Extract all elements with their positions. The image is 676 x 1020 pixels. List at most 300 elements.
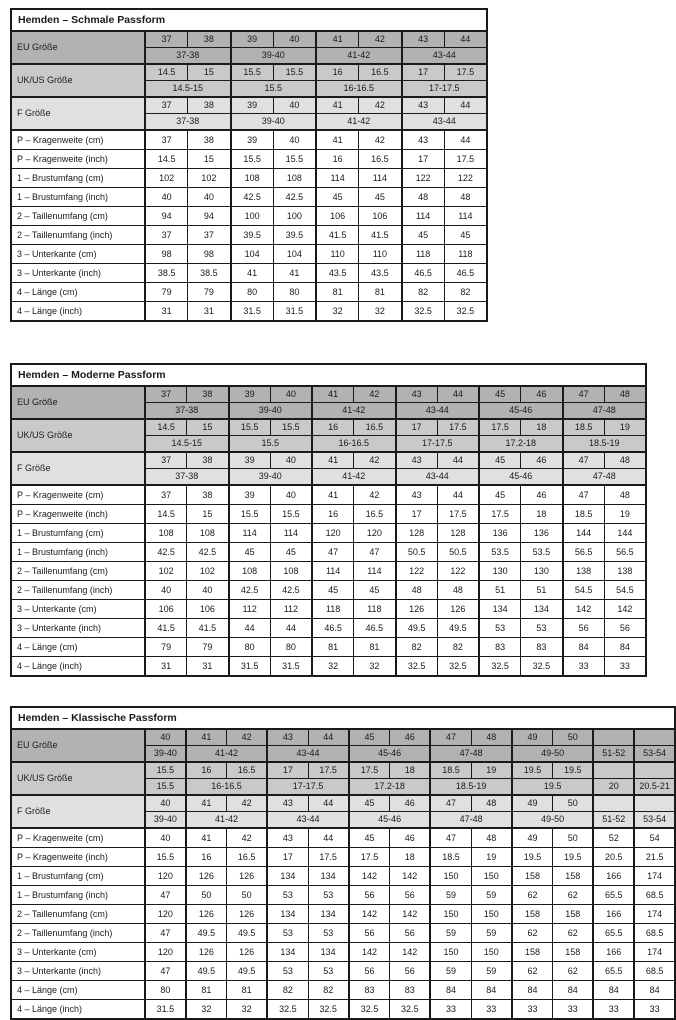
value-cell: 56 — [390, 924, 431, 943]
value-cell: 142 — [349, 943, 390, 962]
value-cell: 42 — [227, 828, 268, 848]
size-cell: 42 — [354, 386, 396, 403]
row-label-cell: 3 – Unterkante (cm) — [11, 600, 145, 619]
value-cell: 102 — [145, 169, 188, 188]
value-cell: 81 — [312, 638, 354, 657]
value-cell: 102 — [188, 169, 231, 188]
value-cell: 62 — [553, 886, 594, 905]
size-range-cell: 15.5 — [229, 436, 313, 453]
size-cell: 17.5 — [479, 419, 521, 436]
row-label-cell: 2 – Taillenumfang (cm) — [11, 207, 145, 226]
value-cell: 84 — [512, 981, 553, 1000]
value-cell: 47 — [563, 485, 605, 505]
size-cell: 47 — [563, 452, 605, 469]
value-cell: 53 — [267, 962, 308, 981]
size-range-cell: 43-44 — [267, 812, 349, 829]
size-cell: 37 — [145, 386, 187, 403]
size-range-cell: 41-42 — [186, 812, 268, 829]
value-cell: 142 — [390, 943, 431, 962]
row-label-cell: 4 – Länge (cm) — [11, 638, 145, 657]
value-cell: 81 — [354, 638, 396, 657]
row-label-cell: 1 – Brustumfang (inch) — [11, 188, 145, 207]
size-cell: 16.5 — [354, 419, 396, 436]
value-cell: 43.5 — [316, 264, 359, 283]
row-label-cell: P – Kragenweite (cm) — [11, 828, 145, 848]
size-cell: 15.5 — [270, 419, 312, 436]
value-cell: 106 — [316, 207, 359, 226]
size-cell: 39 — [231, 31, 274, 48]
value-cell: 59 — [471, 924, 512, 943]
value-cell: 32.5 — [267, 1000, 308, 1020]
value-cell: 41 — [273, 264, 316, 283]
size-cell: 43 — [267, 795, 308, 812]
value-cell: 48 — [396, 581, 438, 600]
value-cell: 37 — [145, 485, 187, 505]
value-cell: 128 — [396, 524, 438, 543]
size-range-cell: 45-46 — [479, 469, 563, 486]
size-cell: 41 — [316, 97, 359, 114]
value-cell: 158 — [553, 943, 594, 962]
value-cell: 19 — [604, 505, 646, 524]
size-range-cell: 20 — [593, 779, 634, 796]
value-cell: 41 — [312, 485, 354, 505]
value-cell: 108 — [145, 524, 187, 543]
value-cell: 158 — [512, 943, 553, 962]
value-cell: 17.5 — [308, 848, 349, 867]
value-cell: 62 — [553, 962, 594, 981]
value-cell: 59 — [430, 886, 471, 905]
value-cell: 51 — [479, 581, 521, 600]
size-cell: 14.5 — [145, 419, 187, 436]
value-cell: 48 — [604, 485, 646, 505]
value-cell: 106 — [359, 207, 402, 226]
value-cell: 37 — [145, 130, 188, 150]
size-cell: 14.5 — [145, 64, 188, 81]
value-cell: 79 — [145, 283, 188, 302]
value-cell: 32.5 — [396, 657, 438, 677]
value-cell: 40 — [188, 188, 231, 207]
value-cell: 31 — [188, 302, 231, 322]
value-cell: 102 — [145, 562, 187, 581]
size-cell: 43 — [396, 452, 438, 469]
row-label-cell: P – Kragenweite (cm) — [11, 130, 145, 150]
value-cell: 158 — [553, 867, 594, 886]
row-label-cell: 1 – Brustumfang (cm) — [11, 524, 145, 543]
value-cell: 53 — [267, 886, 308, 905]
value-cell: 47 — [354, 543, 396, 562]
size-cell: 37 — [145, 97, 188, 114]
size-range-cell: 43-44 — [267, 746, 349, 763]
size-cell: 42 — [227, 795, 268, 812]
value-cell: 130 — [479, 562, 521, 581]
value-cell: 52 — [593, 828, 634, 848]
row-label-cell: 4 – Länge (inch) — [11, 1000, 145, 1020]
value-cell: 54.5 — [604, 581, 646, 600]
value-cell: 45 — [270, 543, 312, 562]
value-cell: 120 — [354, 524, 396, 543]
header-label-cell: F Größe — [11, 795, 145, 828]
table-moderne-passform — [10, 363, 676, 677]
value-cell: 84 — [553, 981, 594, 1000]
value-cell: 49.5 — [396, 619, 438, 638]
value-cell: 114 — [359, 169, 402, 188]
value-cell: 49.5 — [437, 619, 479, 638]
value-cell: 80 — [273, 283, 316, 302]
size-range-cell: 41-42 — [312, 403, 396, 420]
size-range-cell: 39-40 — [231, 114, 317, 131]
value-cell: 142 — [349, 867, 390, 886]
value-cell: 39 — [229, 485, 271, 505]
value-cell: 130 — [521, 562, 563, 581]
row-label-cell: 3 – Unterkante (inch) — [11, 619, 145, 638]
value-cell: 49.5 — [186, 924, 227, 943]
size-range-cell: 37-38 — [145, 403, 229, 420]
value-cell: 47 — [312, 543, 354, 562]
size-cell: 38 — [187, 452, 229, 469]
header-label-cell: UK/US Größe — [11, 419, 145, 452]
row-label-cell: 1 – Brustumfang (inch) — [11, 886, 145, 905]
row-label-cell: 2 – Taillenumfang (inch) — [11, 924, 145, 943]
value-cell: 144 — [563, 524, 605, 543]
size-cell: 41 — [312, 386, 354, 403]
value-cell: 81 — [316, 283, 359, 302]
value-cell: 41.5 — [359, 226, 402, 245]
size-cell: 16.5 — [227, 762, 268, 779]
value-cell: 40 — [273, 130, 316, 150]
size-cell: 17.5 — [437, 419, 479, 436]
value-cell: 44 — [308, 828, 349, 848]
size-cell: 44 — [437, 386, 479, 403]
value-cell: 68.5 — [634, 924, 675, 943]
value-cell: 32.5 — [402, 302, 445, 322]
value-cell: 50 — [553, 828, 594, 848]
row-label-cell: 1 – Brustumfang (inch) — [11, 543, 145, 562]
value-cell: 110 — [316, 245, 359, 264]
size-cell: 39 — [231, 97, 274, 114]
value-cell: 16.5 — [354, 505, 396, 524]
size-cell: 15.5 — [273, 64, 316, 81]
value-cell: 49.5 — [227, 962, 268, 981]
value-cell: 17.5 — [437, 505, 479, 524]
row-label-cell: P – Kragenweite (inch) — [11, 848, 145, 867]
value-cell: 59 — [471, 962, 512, 981]
value-cell: 41.5 — [145, 619, 187, 638]
value-cell: 16 — [312, 505, 354, 524]
size-cell: 17 — [267, 762, 308, 779]
value-cell: 50 — [186, 886, 227, 905]
value-cell: 83 — [479, 638, 521, 657]
size-cell: 15.5 — [231, 64, 274, 81]
value-cell: 19 — [471, 848, 512, 867]
header-label-cell: EU Größe — [11, 31, 145, 64]
value-cell: 94 — [188, 207, 231, 226]
size-cell: 19.5 — [553, 762, 594, 779]
size-cell: 40 — [270, 386, 312, 403]
size-range-cell: 43-44 — [396, 403, 480, 420]
size-range-cell: 41-42 — [186, 746, 268, 763]
value-cell: 138 — [604, 562, 646, 581]
value-cell: 44 — [444, 130, 487, 150]
value-cell: 14.5 — [145, 150, 188, 169]
value-cell: 150 — [430, 943, 471, 962]
value-cell: 33 — [430, 1000, 471, 1020]
value-cell: 100 — [273, 207, 316, 226]
value-cell: 56.5 — [563, 543, 605, 562]
value-cell: 102 — [187, 562, 229, 581]
value-cell: 45 — [402, 226, 445, 245]
value-cell: 42.5 — [231, 188, 274, 207]
row-label-cell: 3 – Unterkante (cm) — [11, 943, 145, 962]
size-cell: 40 — [145, 729, 186, 746]
value-cell: 32.5 — [437, 657, 479, 677]
value-cell: 114 — [312, 562, 354, 581]
size-cell: 44 — [444, 31, 487, 48]
size-cell: 18 — [521, 419, 563, 436]
value-cell: 82 — [396, 638, 438, 657]
row-label-cell: P – Kragenweite (cm) — [11, 485, 145, 505]
value-cell: 40 — [145, 828, 186, 848]
value-cell: 134 — [267, 867, 308, 886]
size-range-cell: 17-17.5 — [396, 436, 480, 453]
value-cell: 114 — [229, 524, 271, 543]
value-cell: 50.5 — [437, 543, 479, 562]
value-cell: 142 — [390, 867, 431, 886]
value-cell: 32.5 — [390, 1000, 431, 1020]
value-cell: 18.5 — [563, 505, 605, 524]
value-cell: 37 — [145, 226, 188, 245]
value-cell: 47 — [145, 962, 186, 981]
size-cell: 18.5 — [563, 419, 605, 436]
value-cell: 48 — [402, 188, 445, 207]
size-cell: 16.5 — [359, 64, 402, 81]
value-cell: 50.5 — [396, 543, 438, 562]
value-cell: 40 — [145, 581, 187, 600]
value-cell: 62 — [512, 924, 553, 943]
value-cell: 112 — [229, 600, 271, 619]
size-cell: 44 — [437, 452, 479, 469]
value-cell: 21.5 — [634, 848, 675, 867]
value-cell: 42.5 — [187, 543, 229, 562]
size-range-cell: 17.2-18 — [349, 779, 431, 796]
size-range-cell: 39-40 — [229, 469, 313, 486]
size-cell: 45 — [479, 386, 521, 403]
table-schmale-passform — [10, 8, 676, 322]
value-cell: 94 — [145, 207, 188, 226]
value-cell: 54 — [634, 828, 675, 848]
value-cell: 80 — [229, 638, 271, 657]
size-cell: 50 — [553, 729, 594, 746]
value-cell: 18 — [521, 505, 563, 524]
size-cell: 47 — [430, 795, 471, 812]
value-cell: 136 — [479, 524, 521, 543]
header-label-cell: UK/US Größe — [11, 762, 145, 795]
table-title: Hemden – Moderne Passform — [11, 364, 646, 386]
row-label-cell: 1 – Brustumfang (cm) — [11, 169, 145, 188]
value-cell: 17 — [396, 505, 438, 524]
size-cell: 17.5 — [349, 762, 390, 779]
size-range-cell: 39-40 — [231, 48, 317, 65]
size-cell: 39 — [229, 452, 271, 469]
size-cell: 46 — [521, 386, 563, 403]
size-cell: 48 — [604, 452, 646, 469]
value-cell: 128 — [437, 524, 479, 543]
value-cell: 38 — [187, 485, 229, 505]
size-cell: 45 — [349, 729, 390, 746]
value-cell: 45 — [354, 581, 396, 600]
value-cell: 59 — [430, 924, 471, 943]
value-cell: 82 — [308, 981, 349, 1000]
value-cell: 20.5 — [593, 848, 634, 867]
value-cell: 53.5 — [521, 543, 563, 562]
value-cell: 32.5 — [308, 1000, 349, 1020]
value-cell: 142 — [604, 600, 646, 619]
size-cell: 44 — [308, 729, 349, 746]
value-cell: 150 — [471, 943, 512, 962]
value-cell: 68.5 — [634, 886, 675, 905]
value-cell: 33 — [563, 657, 605, 677]
size-cell: 18 — [390, 762, 431, 779]
value-cell: 48 — [437, 581, 479, 600]
value-cell: 47 — [430, 828, 471, 848]
value-cell: 32 — [316, 302, 359, 322]
value-cell: 48 — [444, 188, 487, 207]
value-cell: 150 — [430, 905, 471, 924]
value-cell: 82 — [267, 981, 308, 1000]
size-range-cell: 45-46 — [349, 746, 431, 763]
size-range-cell: 37-38 — [145, 114, 231, 131]
size-cell: 43 — [402, 97, 445, 114]
size-cell: 38 — [187, 386, 229, 403]
value-cell: 15.5 — [229, 505, 271, 524]
value-cell: 158 — [553, 905, 594, 924]
row-label-cell: 4 – Länge (cm) — [11, 981, 145, 1000]
value-cell: 104 — [231, 245, 274, 264]
value-cell: 41 — [231, 264, 274, 283]
value-cell: 32.5 — [349, 1000, 390, 1020]
size-cell: 16 — [316, 64, 359, 81]
value-cell: 16 — [316, 150, 359, 169]
value-cell: 174 — [634, 943, 675, 962]
value-cell: 79 — [187, 638, 229, 657]
value-cell: 15 — [187, 505, 229, 524]
value-cell: 110 — [359, 245, 402, 264]
size-cell: 17.5 — [308, 762, 349, 779]
value-cell: 158 — [512, 867, 553, 886]
value-cell: 56 — [390, 886, 431, 905]
size-cell: 42 — [359, 97, 402, 114]
size-cell: 15.5 — [145, 762, 186, 779]
size-cell — [634, 729, 675, 746]
value-cell: 59 — [430, 962, 471, 981]
value-cell: 41 — [186, 828, 227, 848]
value-cell: 80 — [145, 981, 186, 1000]
value-cell: 120 — [145, 905, 186, 924]
size-range-cell: 53-54 — [634, 812, 675, 829]
value-cell: 108 — [273, 169, 316, 188]
size-range-cell: 41-42 — [316, 48, 402, 65]
value-cell: 83 — [390, 981, 431, 1000]
value-cell: 118 — [354, 600, 396, 619]
value-cell: 42.5 — [229, 581, 271, 600]
table-title: Hemden – Klassische Passform — [11, 707, 675, 729]
size-range-cell: 47-48 — [563, 469, 647, 486]
value-cell: 33 — [512, 1000, 553, 1020]
size-cell: 42 — [354, 452, 396, 469]
value-cell: 84 — [430, 981, 471, 1000]
size-cell: 45 — [479, 452, 521, 469]
value-cell: 81 — [186, 981, 227, 1000]
value-cell: 81 — [227, 981, 268, 1000]
size-range-cell: 51-52 — [593, 746, 634, 763]
size-range-cell: 45-46 — [479, 403, 563, 420]
value-cell: 62 — [512, 886, 553, 905]
value-cell: 106 — [187, 600, 229, 619]
table-klassische-passform — [10, 706, 676, 1020]
size-table — [10, 706, 676, 1020]
value-cell: 53 — [308, 924, 349, 943]
size-range-cell: 41-42 — [312, 469, 396, 486]
table-title: Hemden – Schmale Passform — [11, 9, 487, 31]
size-cell: 40 — [145, 795, 186, 812]
value-cell: 120 — [145, 867, 186, 886]
value-cell: 32 — [186, 1000, 227, 1020]
size-range-cell: 41-42 — [316, 114, 402, 131]
value-cell: 46.5 — [312, 619, 354, 638]
size-cell: 18.5 — [430, 762, 471, 779]
value-cell: 126 — [437, 600, 479, 619]
size-range-cell: 49-50 — [512, 746, 594, 763]
value-cell: 15.5 — [270, 505, 312, 524]
value-cell: 43 — [267, 828, 308, 848]
size-range-cell: 14.5-15 — [145, 81, 231, 98]
size-range-cell: 17.2-18 — [479, 436, 563, 453]
value-cell: 83 — [349, 981, 390, 1000]
size-cell: 37 — [145, 452, 187, 469]
value-cell: 33 — [553, 1000, 594, 1020]
value-cell: 53 — [308, 886, 349, 905]
size-range-cell: 43-44 — [402, 48, 488, 65]
size-cell: 19.5 — [512, 762, 553, 779]
value-cell: 32 — [359, 302, 402, 322]
size-cell: 47 — [563, 386, 605, 403]
value-cell: 126 — [186, 943, 227, 962]
value-cell: 17.5 — [479, 505, 521, 524]
value-cell: 79 — [188, 283, 231, 302]
value-cell: 40 — [145, 188, 188, 207]
value-cell: 17 — [402, 150, 445, 169]
value-cell: 46.5 — [354, 619, 396, 638]
value-cell: 114 — [316, 169, 359, 188]
value-cell: 53 — [308, 962, 349, 981]
header-label-cell: F Größe — [11, 452, 145, 485]
size-range-cell: 37-38 — [145, 48, 231, 65]
size-cell: 46 — [521, 452, 563, 469]
value-cell: 84 — [563, 638, 605, 657]
value-cell: 32.5 — [521, 657, 563, 677]
value-cell: 108 — [187, 524, 229, 543]
value-cell: 45 — [349, 828, 390, 848]
size-cell: 17 — [396, 419, 438, 436]
value-cell: 46.5 — [444, 264, 487, 283]
size-cell: 44 — [308, 795, 349, 812]
value-cell: 120 — [145, 943, 186, 962]
value-cell: 142 — [390, 905, 431, 924]
value-cell: 19.5 — [553, 848, 594, 867]
value-cell: 45 — [479, 485, 521, 505]
row-label-cell: 2 – Taillenumfang (inch) — [11, 226, 145, 245]
value-cell: 56.5 — [604, 543, 646, 562]
size-range-cell: 16-16.5 — [186, 779, 268, 796]
